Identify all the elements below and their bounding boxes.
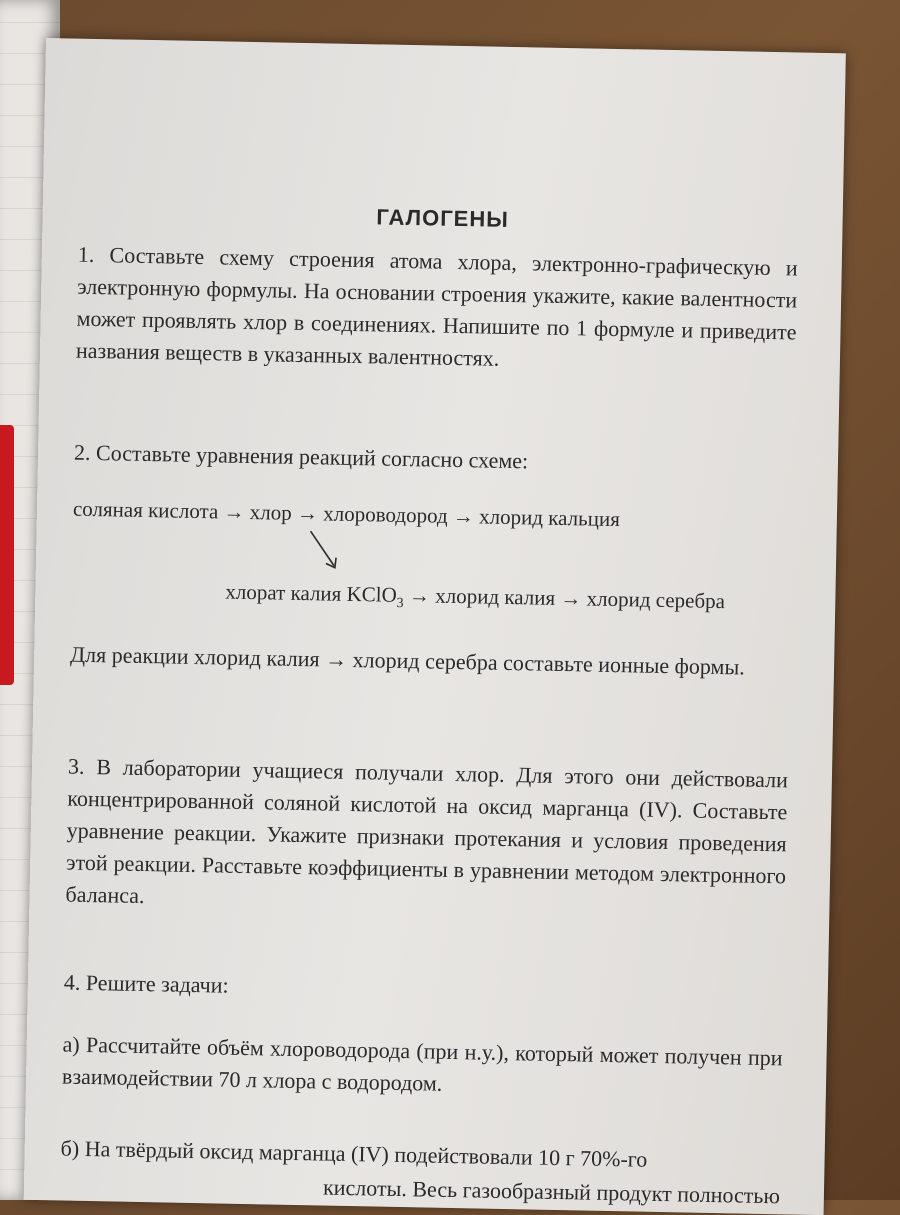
- task-4-heading: 4. Решите задачи:: [63, 969, 229, 998]
- scheme-row-2-end: → хлорид калия → хлорид серебра: [403, 582, 726, 614]
- task-4a: а) Рассчитайте объём хлороводорода (при н.у.), который может получен при взаимодействии 70 л хлора с водородом.: [61, 1031, 783, 1096]
- task-4b: б) На твёрдый оксид марганца (IV) подействовали 10 г 70%-го: [60, 1135, 648, 1172]
- red-bookmark-tab: [0, 425, 14, 685]
- task-4b-continued: кислоты. Весь газообразный продукт полностью: [322, 1174, 781, 1209]
- page-title: ГАЛОГЕНЫ: [376, 204, 510, 232]
- task-1: 1. Составьте схему строения атома хлора, электронно-графическую и электронную формулы. На основании строения укажите, какие валентности может проявлять хлор в соединениях. Напишите по 1 формуле и приведите названия веществ в указанных валентностях.: [75, 241, 798, 371]
- task-3: 3. В лаборатории учащиеся получали хлор. Для этого они действовали концентрированной соляной кислотой на оксид марганца (IV). Составьте уравнение реакции. Укажите признаки протекания и условия проведения этой реакции. Расставьте коэффициенты в уравнении методом электронного баланса.: [65, 753, 789, 909]
- scheme-row-2-start: хлорат калия KClO: [225, 579, 397, 607]
- task-2: 2. Составьте уравнения реакций согласно схеме:: [73, 439, 529, 474]
- diagonal-arrow-icon: [306, 529, 347, 574]
- reaction-scheme-row-2: [225, 580, 725, 619]
- formula-subscript: 3: [396, 596, 404, 612]
- worksheet-page: [24, 38, 846, 1215]
- ionic-forms-note: Для реакции хлорид калия → хлорид серебра составьте ионные формы.: [69, 641, 745, 680]
- reaction-scheme-row-1: соляная кислота → хлор → хлороводород → хлорид кальция: [72, 496, 621, 532]
